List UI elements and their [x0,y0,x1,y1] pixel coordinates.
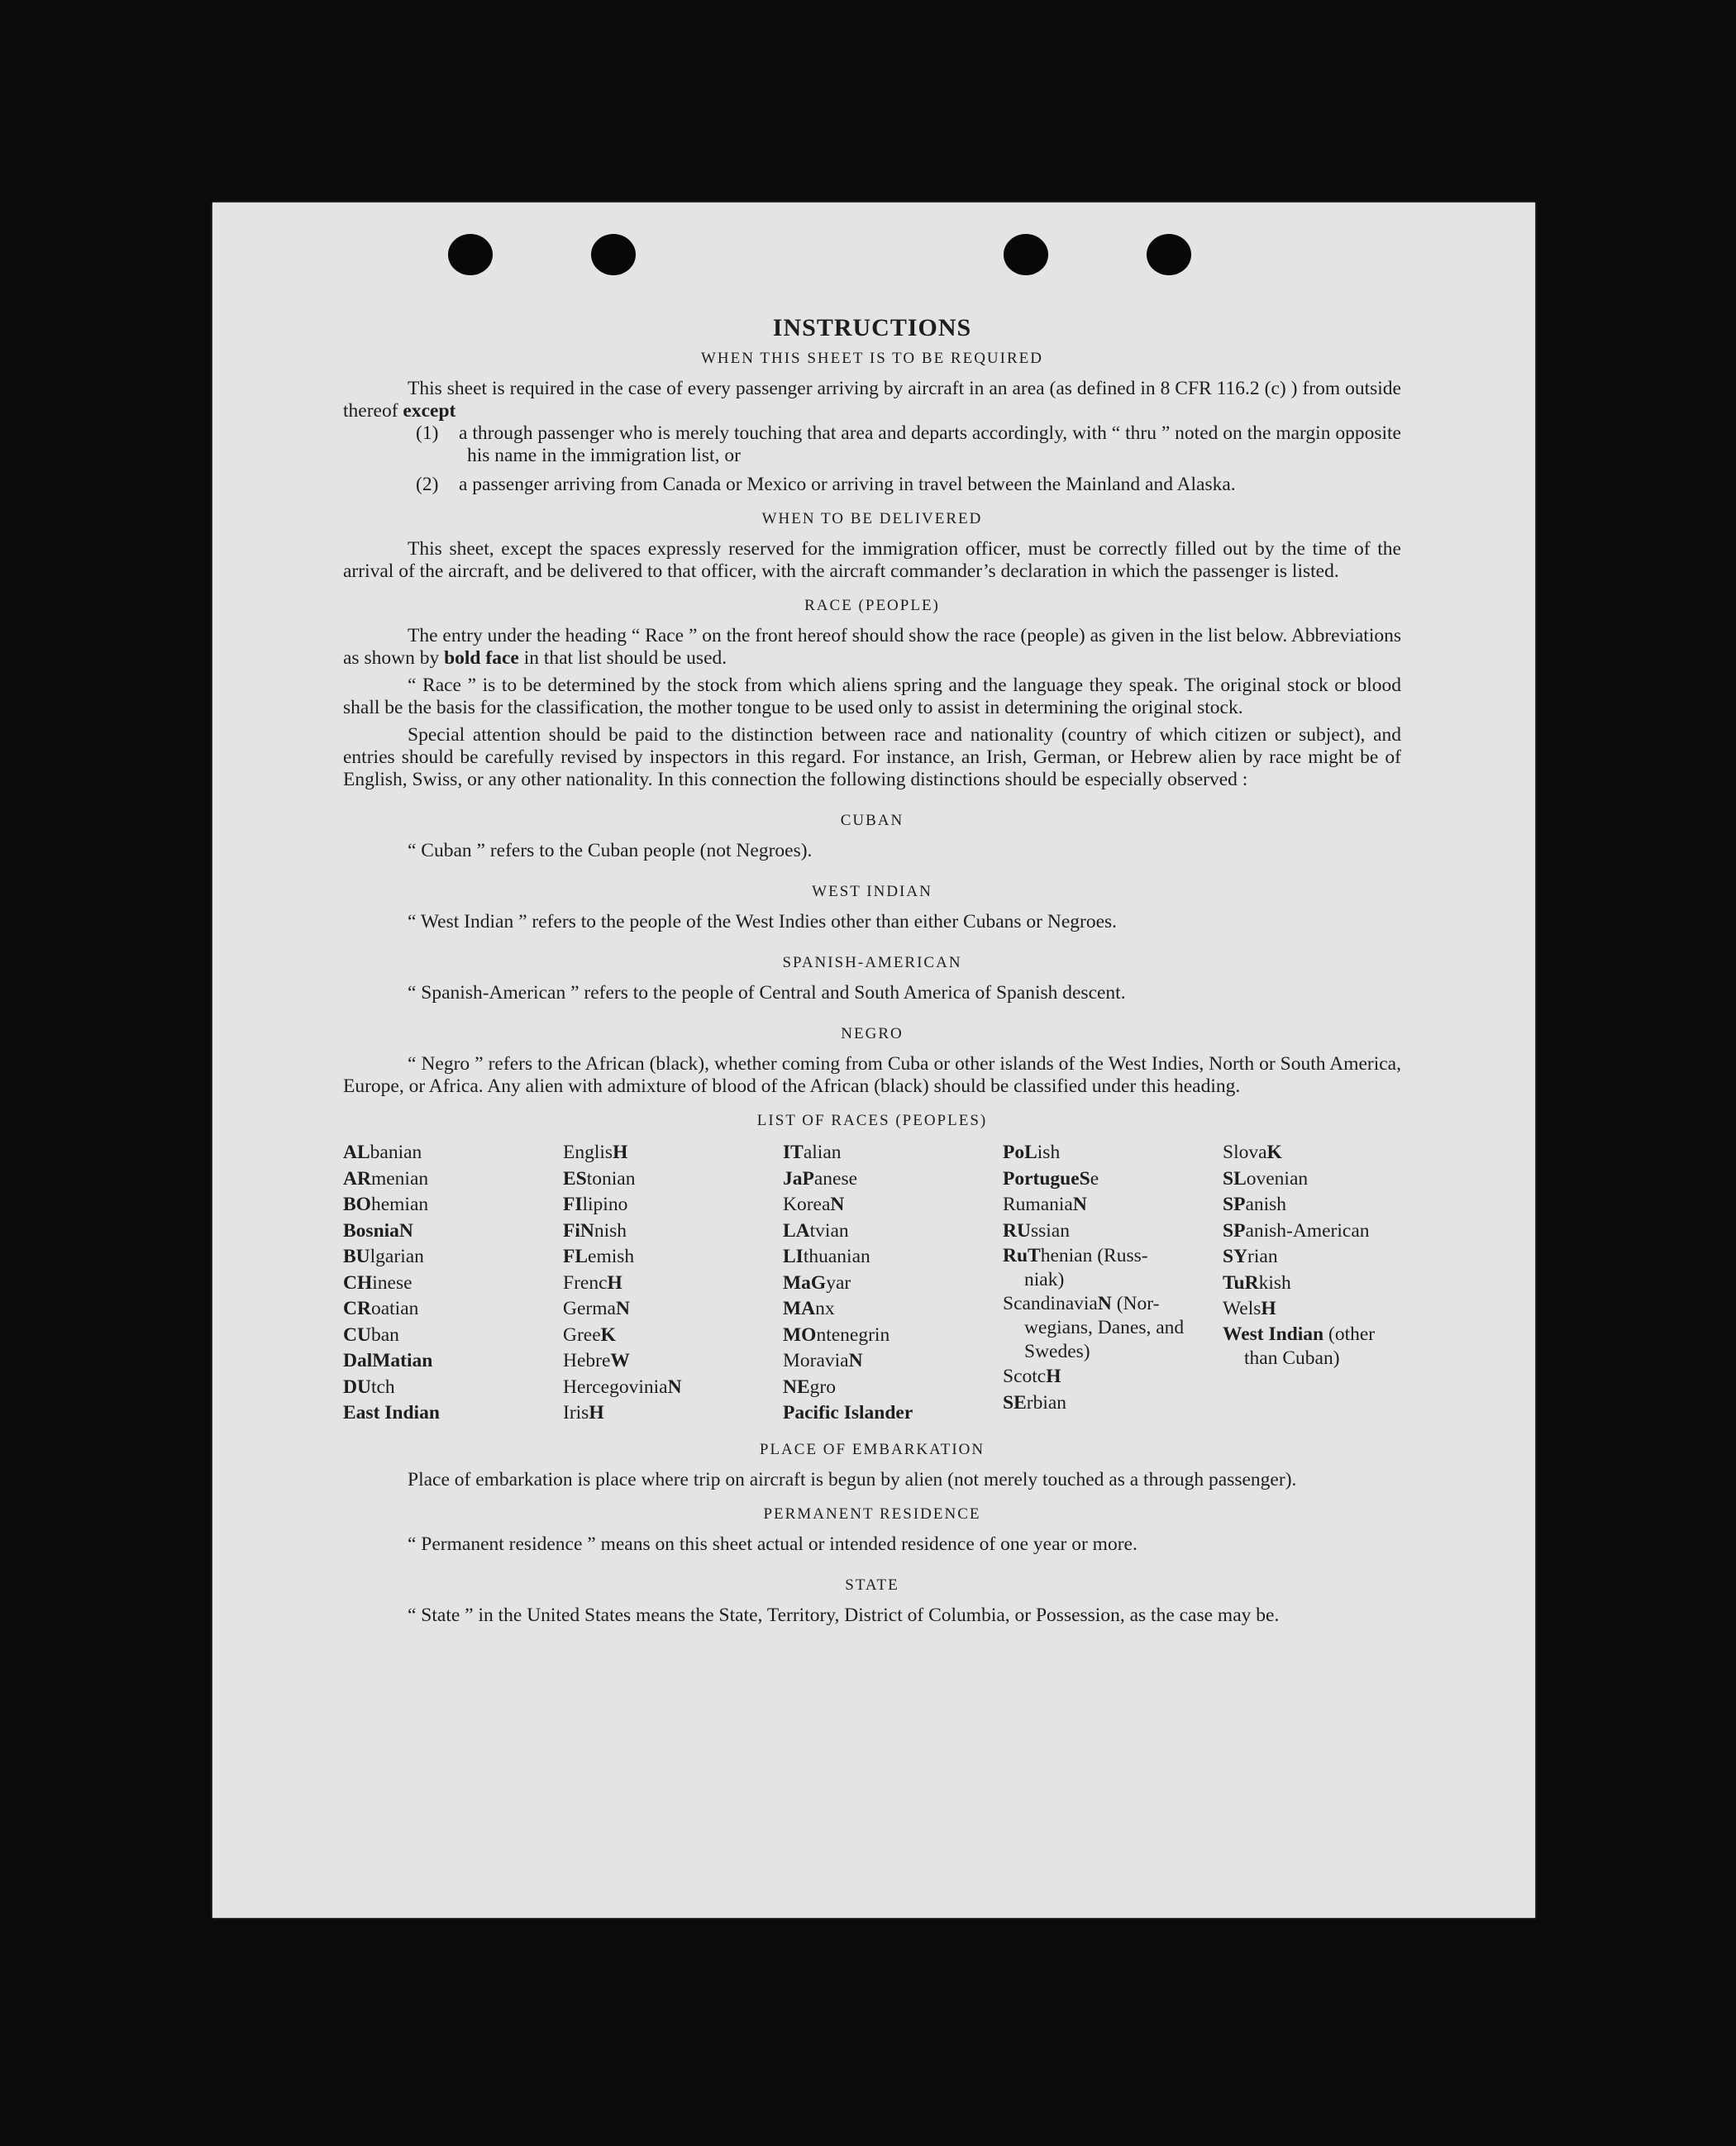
race-entry: NEgro [783,1376,836,1398]
instruction-sheet [212,203,1535,1918]
race-entry: GreeK [563,1323,616,1346]
race-entry: BOhemian [343,1194,429,1215]
punch-hole [448,234,493,275]
race-entry: West Indian (other than Cuban) [1223,1323,1376,1369]
race-entry: SErbian [1003,1391,1067,1414]
west-indian-text: “ West Indian ” refers to the people of the West Indies other than either Cubans or Negroes. [408,911,1118,932]
race-entry: HercegoviniaN [563,1376,682,1398]
race-entry: MaGyar [783,1271,851,1294]
page-title: INSTRUCTIONS [772,314,972,341]
race-paragraph: Special attention should be paid to the distinction between race and nationality (country of which citizen or subject), and entries should be carefully revised by inspectors in this regard. For instance, an Irish, German, or Hebrew alien by race might be of English, Swiss, or any other nationality. In this connection the following distinctions should be especially observed : [343,724,1401,790]
race-entry: KoreaN [783,1194,845,1215]
race-entry: Pacific Islander [783,1402,913,1424]
race-entry: MOntenegrin [783,1323,890,1346]
exception-list [343,422,1401,496]
cuban-text: “ Cuban ” refers to the Cuban people (not Negroes). [408,840,813,861]
embarkation-text: Place of embarkation is place where trip on aircraft is begun by alien (not merely touched as a through passenger). [408,1468,1297,1490]
race-entry: SLovenian [1223,1167,1309,1190]
race-entry: East Indian [343,1402,440,1424]
race-entry: FrencH [563,1271,622,1294]
section-heading-embarkation: PLACE OF EMBARKATION [759,1440,985,1458]
exception-item: (1) a through passenger who is merely touching that area and departs accordingly, with “ thru ” noted on the margin opposite his name in the immigration list, or [416,422,1401,466]
section-heading-west-indian: WEST INDIAN [812,883,932,900]
race-entry: PortugueSe [1003,1167,1099,1190]
race-entry: SPanish-American [1223,1219,1370,1242]
section-heading-required: WHEN THIS SHEET IS TO BE REQUIRED [701,350,1043,367]
section-heading-residence: PERMANENT RESIDENCE [763,1505,981,1523]
race-entry: DUtch [343,1376,395,1398]
section-heading-race: RACE (PEOPLE) [804,597,940,614]
race-entry: JaPanese [783,1167,858,1190]
race-entry: ScotcH [1003,1366,1061,1387]
race-entry: HebreW [563,1350,630,1371]
race-entry: IrisH [563,1402,604,1424]
race-entry: RUssian [1003,1219,1070,1242]
race-entry: DalMatian [343,1350,433,1371]
race-entry: FLemish [563,1246,635,1267]
punch-hole [1004,234,1048,275]
race-entry: PoLish [1003,1142,1061,1163]
race-list [343,1140,1401,1427]
residence-text: “ Permanent residence ” means on this sheet actual or intended residence of one year or more. [408,1533,1137,1555]
race-entry: MAnx [783,1298,835,1319]
race-entry: CUban [343,1323,399,1346]
race-entry: LAtvian [783,1219,849,1242]
race-entry: GermaN [563,1298,630,1319]
race-entry: RumaniaN [1003,1194,1087,1215]
race-column [563,1140,783,1427]
punch-hole [1147,234,1191,275]
race-entry: ScandinaviaN (Nor- wegians, Danes, and Swedes) [1003,1293,1185,1362]
race-entry: ARmenian [343,1167,429,1190]
section-heading-delivered: WHEN TO BE DELIVERED [761,510,983,527]
exception-item: (2) a passenger arriving from Canada or Mexico or arriving in travel between the Mainland and Alaska. [416,474,1236,495]
race-entry: WelsH [1223,1298,1276,1319]
race-entry: ITalian [783,1142,842,1163]
race-column [1003,1140,1223,1427]
section-heading-negro: NEGRO [841,1025,904,1042]
state-text: “ State ” in the United States means the State, Territory, District of Columbia, or Possession, as the case may be. [408,1604,1280,1626]
race-entry: BUlgarian [343,1246,424,1267]
race-entry: FIlipino [563,1194,628,1215]
race-entry: BosniaN [343,1219,413,1242]
race-column [343,1140,563,1427]
race-entry: SlovaK [1223,1142,1282,1163]
section-heading-cuban: CUBAN [840,812,904,829]
negro-text: “ Negro ” refers to the African (black), whether coming from Cuba or other islands of the West Indies, North or South America, Europe, or Africa. Any alien with admixture of blood of the African (black) should be classified under this heading. [343,1053,1401,1097]
race-entry: EnglisH [563,1142,628,1163]
section-heading-state: STATE [845,1576,899,1594]
required-intro: This sheet is required in the case of every passenger arriving by aircraft in an area (as defined in 8 CFR 116.2 (c) ) from outside thereof except [343,378,1401,422]
document-body [343,314,1401,1627]
spanish-american-text: “ Spanish-American ” refers to the people of Central and South America of Spanish descent. [408,982,1126,1004]
race-entry: TuRkish [1223,1271,1291,1294]
section-heading-race-list: LIST OF RACES (PEOPLES) [756,1112,988,1129]
race-entry: EStonian [563,1167,636,1190]
race-column [783,1140,1003,1427]
race-entry: ALbanian [343,1142,422,1163]
race-entry: CHinese [343,1271,413,1294]
delivered-text: This sheet, except the spaces expressly reserved for the immigration officer, must be correctly filled out by the time of the arrival of the aircraft, and be delivered to that officer, with the aircraft commander’s declaration in which the passenger is listed. [343,538,1401,582]
race-paragraph: The entry under the heading “ Race ” on the front hereof should show the race (people) as given in the list below. Abbreviations as shown by bold face in that list should be used. [343,625,1401,669]
race-entry: SPanish [1223,1194,1287,1215]
punch-hole [591,234,636,275]
race-entry: SYrian [1223,1246,1278,1267]
race-paragraph: “ Race ” is to be determined by the stock from which aliens spring and the language they speak. The original stock or blood shall be the basis for the classification, the mother tongue to be used only to assist in determining the original stock. [343,675,1401,718]
race-entry: CRoatian [343,1298,419,1319]
section-heading-spanish-american: SPANISH-AMERICAN [782,954,962,971]
race-entry: FiNnish [563,1219,627,1242]
race-entry: MoraviaN [783,1350,863,1371]
race-column [1223,1140,1401,1427]
race-entry: RuThenian (Russ- niak) [1003,1245,1148,1290]
race-entry: LIthuanian [783,1246,870,1267]
